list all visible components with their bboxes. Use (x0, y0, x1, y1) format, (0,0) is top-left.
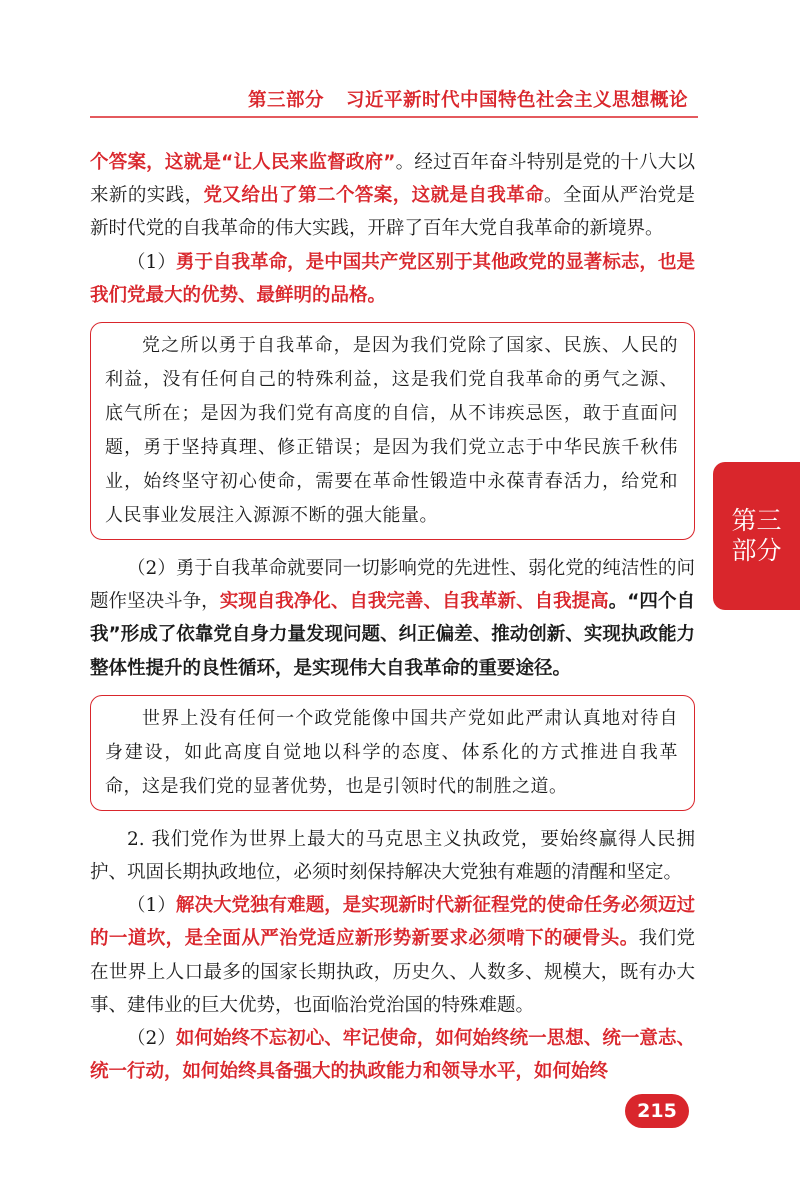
section-tab-line-1: 第三 (731, 506, 782, 535)
emphasis-text: 实现自我净化、自我完善、自我革新、自我提高 (219, 591, 609, 613)
section-tab (713, 462, 800, 610)
header-title: 习近平新时代中国特色社会主义思想概论 (345, 90, 688, 111)
paragraph-5 (90, 889, 695, 1022)
page-body (90, 146, 695, 1088)
emphasis-text: 个答案，这就是“让人民来监督政府” (90, 152, 396, 173)
emphasis-text: 勇于自我革命，是中国共产党区别于其他政党的显著标志，也是我们党最大的优势、最鲜明的品格。 (90, 251, 695, 306)
paragraph-6 (90, 1022, 695, 1088)
header-divider (90, 116, 698, 118)
quote-box-1 (90, 322, 695, 540)
item-number: （1） (127, 251, 176, 273)
emphasis-text: 党又给出了第二个答案，这就是自我革命 (203, 185, 545, 207)
paragraph-1 (90, 146, 695, 246)
emphasis-text: 解决大党独有难题，是实现新时代新征程党的使命任务必须迈过的一道坎，是全面从严治党适应新形势新要求必须啃下的硬骨头。 (90, 895, 695, 950)
bold-text: 。“四个自我”形成了依靠党自身力量发现问题、纠正偏差、推动创新、实现执政能力整体性提升的良性循环，是实现伟大自我革命的重要途径。 (90, 591, 695, 679)
body-text: 。经过百年奋斗特别是党的十八大以来新的实践， (90, 152, 695, 207)
emphasis-text: 如何始终不忘初心、牢记使命，如何始终统一思想、统一意志、统一行动，如何始终具备强大的执政能力和领导水平，如何始终 (90, 1028, 695, 1083)
body-text: （2）勇于自我革命就要同一切影响党的先进性、弱化党的纯洁性的问题作坚决斗争， (90, 558, 695, 613)
quote-box-2 (90, 695, 695, 811)
item-number: （2） (127, 1028, 176, 1050)
page-number: 215 (625, 1094, 689, 1128)
paragraph-3 (90, 552, 695, 685)
quote-text: 党之所以勇于自我革命，是因为我们党除了国家、民族、人民的利益，没有任何自己的特殊利益，这是我们党自我革命的勇气之源、底气所在；是因为我们党有高度的自信，从不讳疾忌医，敢于直面问题，勇于坚持真理、修正错误；是因为我们党立志于中华民族千秋伟业，始终坚守初心使命，需要在革命性锻造中永葆青春活力，给党和人民事业发展注入源源不断的强大能量。 (105, 335, 678, 527)
paragraph-2 (90, 246, 695, 312)
item-number: （1） (127, 895, 176, 917)
body-text: 我们党在世界上人口最多的国家长期执政，历史久、人数多、规模大，既有办大事、建伟业的巨大优势，也面临治党治国的特殊难题。 (90, 928, 695, 1016)
running-header (90, 86, 688, 112)
body-text: 。全面从严治党是新时代党的自我革命的伟大实践，开辟了百年大党自我革命的新境界。 (90, 185, 695, 240)
quote-text: 世界上没有任何一个政党能像中国共产党如此严肃认真地对待自身建设，如此高度自觉地以科学的态度、体系化的方式推进自我革命，这是我们党的显著优势，也是引领时代的制胜之道。 (105, 707, 678, 797)
section-tab-line-2: 部分 (731, 536, 782, 565)
header-part: 第三部分 (247, 90, 324, 111)
paragraph-4: 2. 我们党作为世界上最大的马克思主义执政党，要始终赢得人民拥护、巩固长期执政地位，必须时刻保持解决大党独有难题的清醒和坚定。 (90, 828, 695, 884)
